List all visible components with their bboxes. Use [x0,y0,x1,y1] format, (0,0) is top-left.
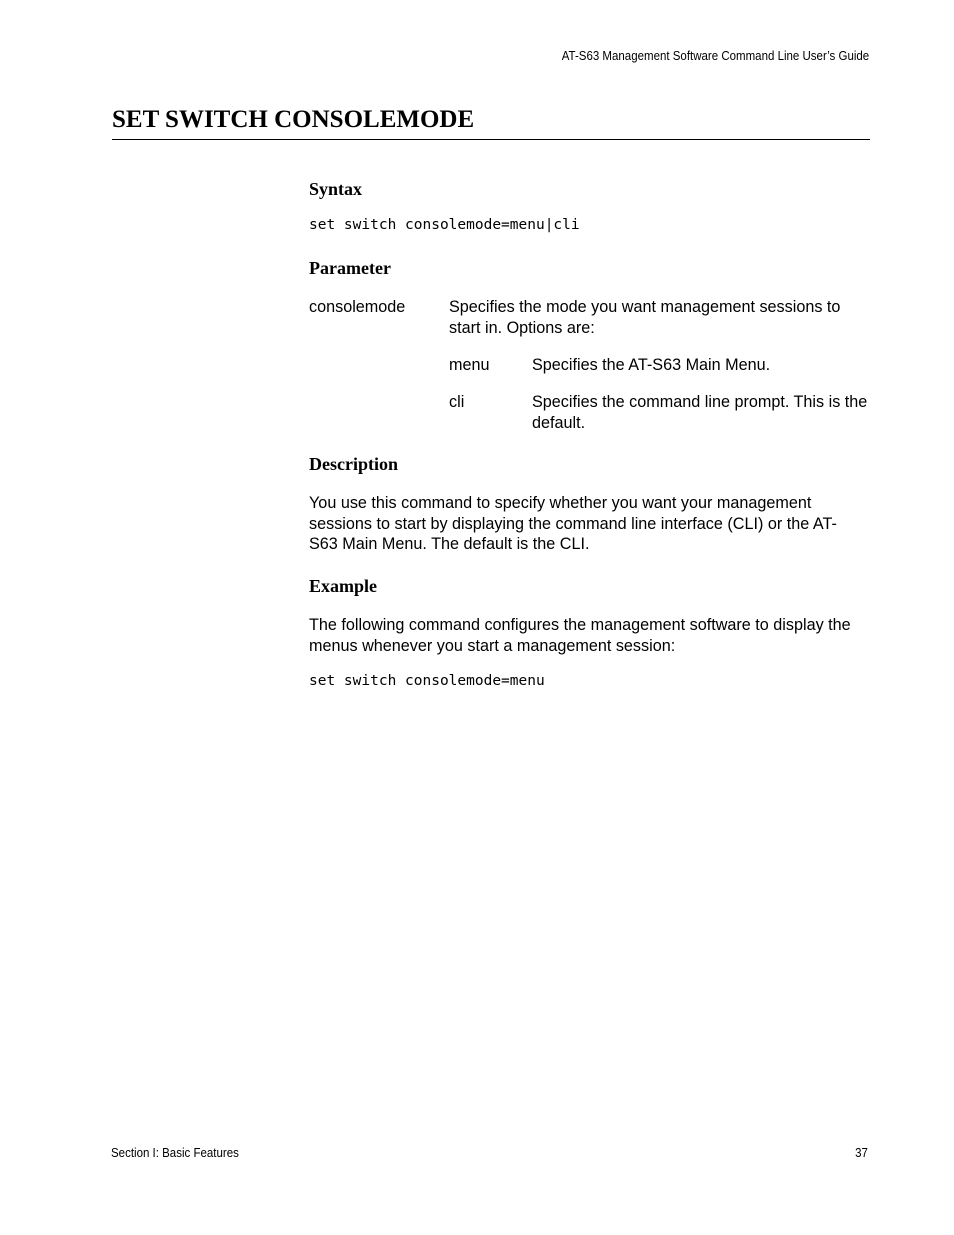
option-description-menu: Specifies the AT-S63 Main Menu. [532,356,771,374]
running-header: AT-S63 Management Software Command Line User’s Guide [561,49,869,63]
footer-page-number: 37 [855,1146,868,1160]
option-description-cli: Specifies the command line prompt. This is the default. [532,393,868,432]
title-rule [112,139,870,140]
option-name-menu: menu [449,356,490,374]
example-heading: Example [309,576,378,596]
page-title: SET SWITCH CONSOLEMODE [112,106,475,133]
example-command: set switch consolemode=menu [309,673,545,689]
syntax-heading: Syntax [309,179,363,199]
parameter-description: Specifies the mode you want management sessions to start in. Options are: [449,298,841,337]
description-heading: Description [309,454,398,474]
option-name-cli: cli [449,393,465,411]
syntax-command: set switch consolemode=menu|cli [309,217,580,233]
example-text: The following command configures the management software to display the menus whenever you start a management session: [309,616,851,655]
description-text: You use this command to specify whether you want your management sessions to start by displaying the command line interface (CLI) or the AT-S63 Main Menu. The default is the CLI. [309,494,837,553]
parameter-name: consolemode [309,298,406,316]
parameter-heading: Parameter [309,258,391,278]
footer-section: Section I: Basic Features [111,1146,239,1160]
